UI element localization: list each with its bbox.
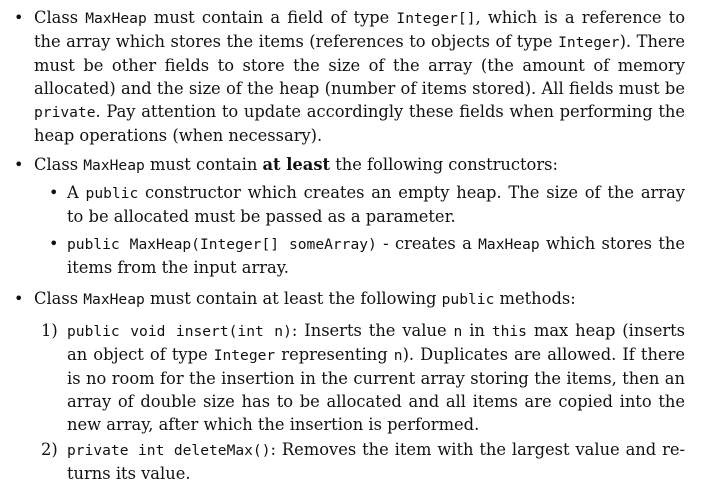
inline-code: public [85,185,139,202]
paragraph-text [34,6,685,147]
text-run: : Inserts the value [291,321,454,340]
text-run: Class [34,155,84,174]
inline-code: Integer [213,347,276,364]
list-number: 1) [41,321,58,340]
text-run: - creates a [376,234,479,253]
bullet-marker: • [49,183,59,202]
text-run: must contain at least the following [144,289,442,308]
bold-text: at least [262,155,331,174]
sub-bullet-item-array-constructor [0,232,709,279]
text-run: Class [34,289,84,308]
inline-code: n [453,323,463,340]
paragraph-text [67,181,685,228]
bullet-marker: • [14,155,24,174]
inline-code: MaxHeap [478,236,540,253]
text-run: ). Duplicates are allowed. If there is no room for the insertion in the current array storing the items, then an array of double size has to be allocated and all items are copied into the new array, after which the insertion is performed. [67,345,685,434]
inline-code: Integer [558,34,620,51]
text-run: the following constructors: [330,155,558,174]
text-run: , which is a reference to the array which stores the items (references to objects of type [34,8,685,51]
text-run: ). There must be other fields to store the size of the array (the amount of memory allocated) and the size of the heap (number of items stored). All fields must be [34,32,685,98]
bullet-item-methods [0,287,709,311]
text-run: must contain [144,155,263,174]
inline-code: public [441,291,495,308]
text-run: which stores the items from the input array. [67,234,685,277]
inline-code: public void insert(int n) [67,323,292,340]
paragraph-text [34,287,685,311]
bullet-marker: • [14,289,24,308]
inline-code: MaxHeap [83,157,145,174]
numbered-item-insert [0,319,709,436]
inline-code: private [34,104,96,121]
numbered-item-deletemax [0,438,709,485]
text-run: methods: [494,289,576,308]
inline-code: MaxHeap [85,10,147,27]
inline-code: this [491,323,527,340]
paragraph-text [67,438,685,485]
text-run: A [67,183,86,202]
text-run: in [462,321,492,340]
inline-code: public MaxHeap(Integer[] someArray) [67,236,377,253]
paragraph-text [67,319,685,436]
paragraph-text [34,153,685,177]
text-run: representing [275,345,394,364]
text-run: Class [34,8,86,27]
bullet-marker: • [49,234,59,253]
inline-code: Integer[] [396,10,476,27]
bullet-item-constructors [0,153,709,177]
paragraph-text [67,232,685,279]
inline-code: n [393,347,403,364]
bullet-item-fields [0,6,709,147]
text-run: max heap (inserts an object of type [67,321,686,364]
text-run: constructor which creates an empty heap. The size of the array to be allocated must be passed as a parameter. [67,183,685,226]
inline-code: private int deleteMax() [67,442,271,459]
sub-bullet-item-empty-constructor [0,181,709,228]
text-run: must contain a field of type [146,8,397,27]
inline-code: MaxHeap [83,291,145,308]
text-run: : Removes the item with the largest value and re-turns its value. [67,440,685,483]
list-number: 2) [41,440,58,459]
bullet-marker: • [14,8,24,27]
text-run: . Pay attention to update accordingly these fields when performing the heap operations (when necessary). [34,102,685,145]
